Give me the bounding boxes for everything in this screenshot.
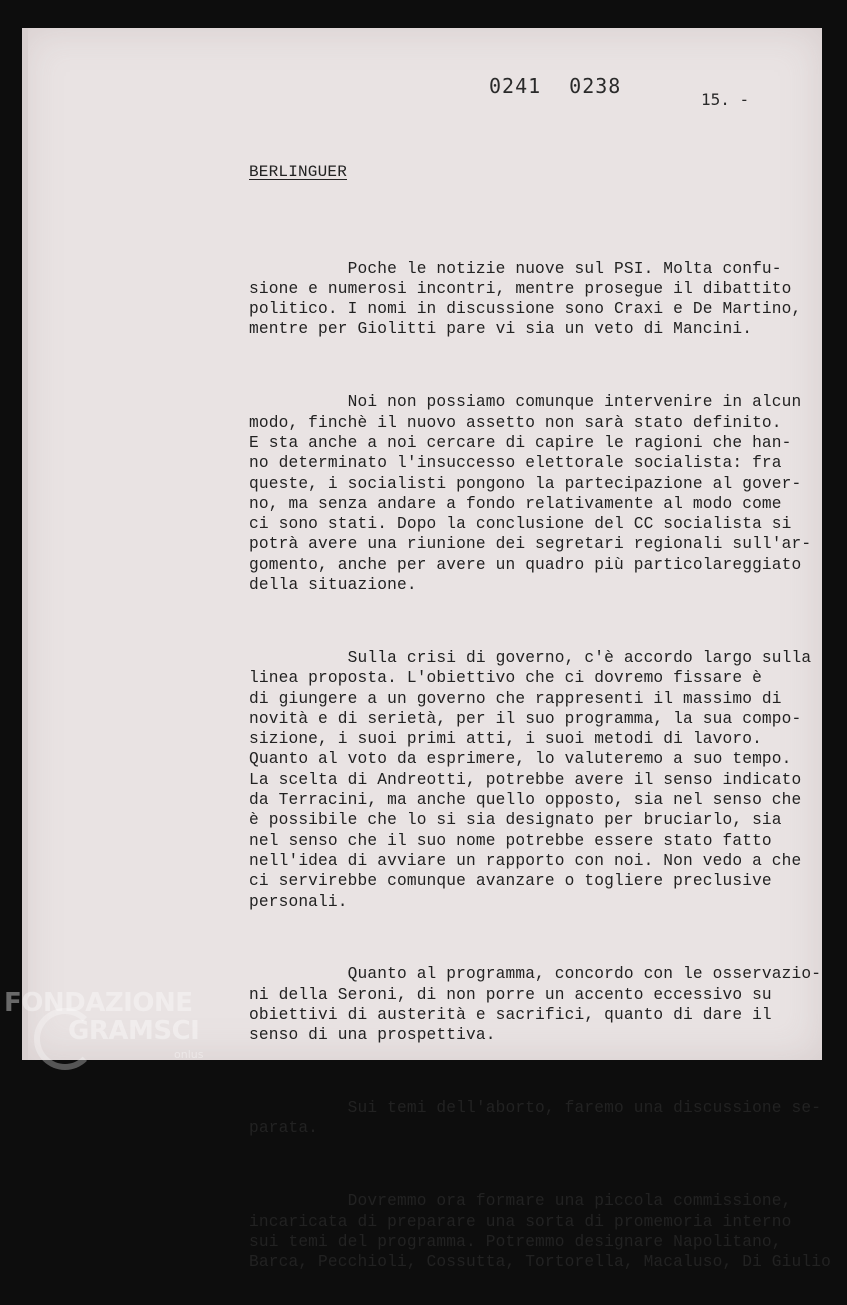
watermark-line2: GRAMSCI <box>68 1016 200 1046</box>
document-body <box>249 218 829 1305</box>
watermark-line3: onlus <box>174 1048 204 1061</box>
paragraph: Noi non possiamo comunque intervenire in alcun modo, finchè il nuovo assetto non sarà stato definito. E sta anche a noi cercare di capire le ragioni che han- no determinato l'insuccesso elettorale socialista: fra queste, i socialisti pongono la partecipazione al gover- no, ma senza andare a fondo relativamente al modo come ci sono stati. Dopo la conclusione del CC socialista si potrà avere una riunione dei segretari regionali sull'ar- gomento, anche per avere un quadro più particolareggiato della situazione. <box>249 393 812 595</box>
archive-number-2: 0238 <box>569 74 622 98</box>
page-number: 15. - <box>701 90 750 109</box>
page-edge <box>22 28 28 1060</box>
archive-number-1: 0241 <box>489 74 542 98</box>
paragraph: Sui temi dell'aborto, faremo una discussione se- parata. <box>249 1099 822 1138</box>
archive-number <box>489 74 621 98</box>
watermark-line1: FONDAZIONE <box>4 988 193 1018</box>
paragraph: Sulla crisi di governo, c'è accordo largo sulla linea proposta. L'obiettivo che ci dovremo fissare è di giungere a un governo che rappresenti il massimo di novità e di serietà, per il suo programma, la sua compo- sizione, i suoi primi atti, i suoi metodi di lavoro. Quanto al voto da esprimere, lo valuteremo a suo tempo. La scelta di Andreotti, potrebbe avere il senso indicato da Terracini, ma anche quello opposto, sia nel senso che è possibile che lo si sia designato per bruciarlo, sia nel senso che il suo nome potrebbe essere stato fatto nell'idea di avviare un rapporto con noi. Non vedo a che ci servirebbe comunque avanzare o togliere preclusive personali. <box>249 648 812 911</box>
paragraph: Quanto al programma, concordo con le osservazio- ni della Seroni, di non porre un accento eccessivo su obiettivi di austerità e sacrifici, quanto di dare il senso di una prospettiva. <box>249 965 822 1045</box>
paragraph: Poche le notizie nuove sul PSI. Molta confu- sione e numerosi incontri, mentre prosegue il dibattito politico. I nomi in discussione sono Craxi e De Martino, mentre per Giolitti pare vi sia un veto di Mancini. <box>249 259 802 339</box>
speaker-heading: BERLINGUER <box>249 163 348 181</box>
fondazione-gramsci-watermark <box>4 988 214 1068</box>
paragraph: Dovremmo ora formare una piccola commissione, incaricata di preparare una sorta di promemoria interno sui temi del programma. Potremmo designare Napolitano, Barca, Pecchioli, Cossutta, Tortorella, Macaluso, Di Giulio <box>249 1192 831 1272</box>
